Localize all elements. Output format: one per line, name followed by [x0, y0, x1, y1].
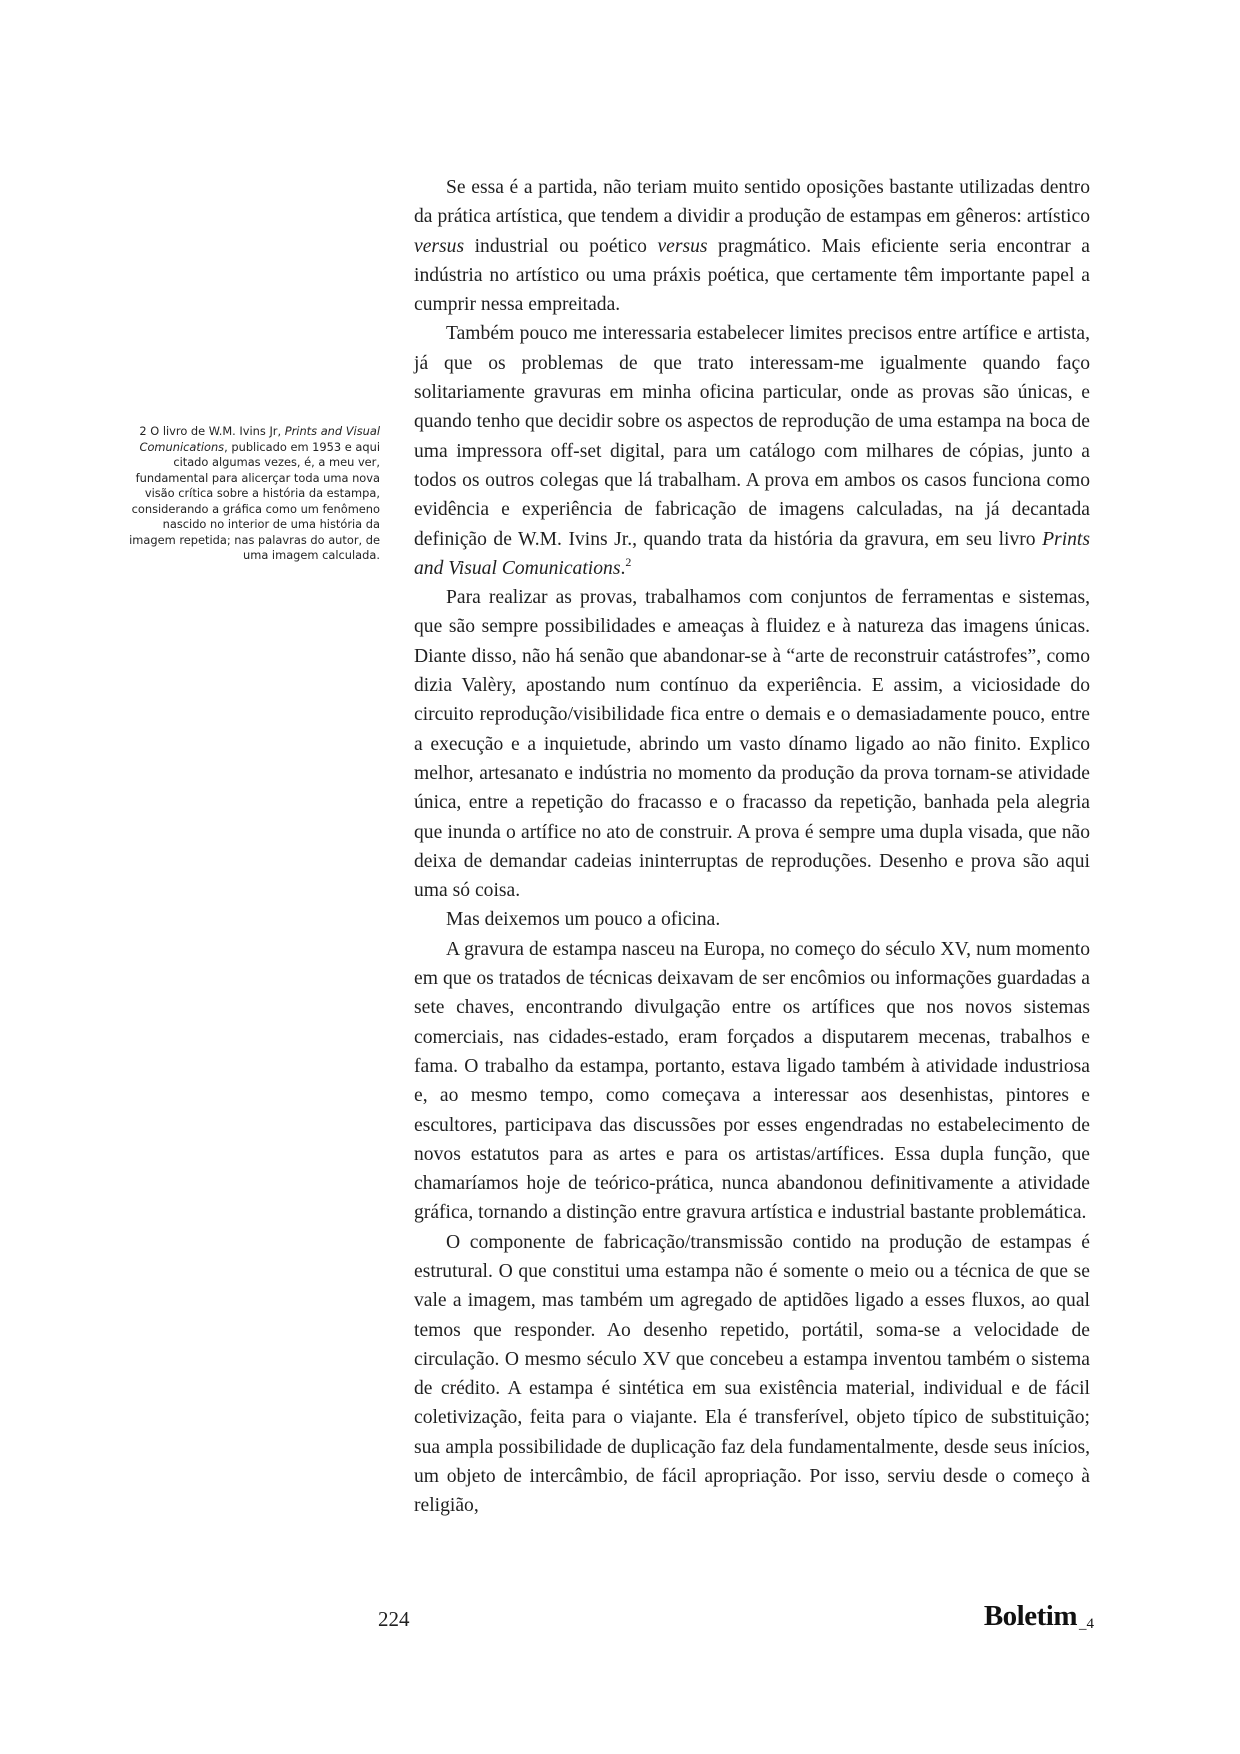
journal-logo [984, 1600, 1094, 1633]
text-run: Mas deixemos um pouco a oficina. [446, 909, 721, 931]
text-run: 2 O livro de W.M. Ivins Jr, [139, 424, 285, 438]
text-run: A gravura de estampa nasceu na Europa, no começo do século XV, num momento em que os tratados de técnicas deixavam de ser encômios ou informações guardadas a sete chaves, encontrando divulgação entre os artífices que nos novos sistemas comerciais, nas cidades-estado, eram forçados a disputarem mecenas, trabalhos e fama. O trabalho da estampa, portanto, estava ligado também à atividade industriosa e, ao mesmo tempo, como começava a interessar aos desenhistas, pintores e escultores, participava das discussões por esses engendradas no estabelecimento de novos estatutos para as artes e para os artistas/artífices. Essa dupla função, que chamaríamos hoje de teórico-prática, nunca abandonou definitivamente a atividade gráfica, tornando a distinção entre gravura artística e industrial bastante problemática. [414, 938, 1090, 1224]
journal-issue: _4 [1079, 1616, 1094, 1632]
body-text [414, 173, 1090, 1521]
paragraph [414, 319, 1090, 583]
journal-name: Boletim [983, 1600, 1077, 1632]
text-run: Também pouco me interessaria estabelecer limites precisos entre artífice e artista, já que os problemas de que trato interessam-me igualmente quando faço solitariamente gravuras em minha oficina particular, onde as provas são únicas, e quando tenho que decidir sobre os aspectos de reprodução de uma estampa na boca de uma impressora off-set digital, para um catálogo com milhares de cópias, junto a todos os outros colegas que lá trabalham. A prova em ambos os casos funciona como evidência e experiência de fabricação de imagens calculadas, na já decantada definição de W.M. Ivins Jr., quando trata da história da gravura, em seu livro [414, 323, 1090, 550]
italic-text: Prints and Visual Comunications [139, 424, 380, 454]
italic-text: versus [414, 235, 465, 257]
text-run: industrial ou poético [464, 235, 658, 257]
footnote [128, 424, 380, 564]
paragraph [414, 935, 1090, 1228]
text-run: Para realizar as provas, trabalhamos com conjuntos de ferramentas e sistemas, que são sempre possibilidades e ameaças à fluidez e à natureza das imagens únicas. Diante disso, não há senão que abandonar-se à “arte de reconstruir catástrofes”, como dizia Valèry, apostando num contínuo da experiência. E assim, a viciosidade do circuito reprodução/visibilidade fica entre o demais e o demasiadamente pouco, entre a execução e a inquietude, abrindo um vasto dínamo ligado ao não finito. Explico melhor, artesanato e indústria no momento da produção da prova tornam-se atividade única, entre a repetição do fracasso e o fracasso da repetição, banhada pela alegria que inunda o artífice no ato de construir. A prova é sempre uma dupla visada, que não deixa de demandar cadeias ininterruptas de reproduções. Desenho e prova são aqui uma só coisa. [414, 587, 1090, 902]
text-run: O componente de fabricação/transmissão contido na produção de estampas é estrutural. O que constitui uma estampa não é somente o meio ou a técnica de que se vale a imagem, mas também um agregado de aptidões ligado a esses fluxos, ao qual temos que responder. Ao desenho repetido, portátil, soma-se a velocidade de circulação. O mesmo século XV que concebeu a estampa inventou também o sistema de crédito. A estampa é sintética em sua existência material, individual e de fácil coletivização, feita para o viajante. Ela é transferível, objeto típico de substituição; sua ampla possibilidade de duplicação faz dela fundamentalmente, desde seus inícios, um objeto de intercâmbio, de fácil apropriação. Por isso, serviu desde o começo à religião, [414, 1231, 1090, 1517]
page-number: 224 [378, 1607, 410, 1631]
italic-text: versus [657, 235, 708, 257]
footnote-reference: 2 [625, 554, 632, 569]
paragraph [414, 1228, 1090, 1521]
paragraph [414, 905, 1090, 934]
text-run: pragmático. Mais eficiente seria encontrar a indústria no artístico ou uma práxis poética, que certamente têm importante papel a cumprir nessa empreitada. [414, 235, 1090, 316]
text-run: . [620, 557, 626, 579]
text-run: , publicado em 1953 e aqui citado algumas vezes, é, a meu ver, fundamental para alicerçar toda uma nova visão crítica sobre a história da estampa, considerando a gráfica como um fenômeno nascido no interior de uma história da imagem repetida; nas palavras do autor, de uma imagem calculada. [129, 439, 380, 562]
paragraph [414, 173, 1090, 319]
italic-text: Prints and Visual Comunications [414, 528, 1090, 579]
paragraph [414, 583, 1090, 905]
text-run: Se essa é a partida, não teriam muito sentido oposições bastante utilizadas dentro da prática artística, que tendem a dividir a produção de estampas em gêneros: artístico [414, 177, 1090, 228]
